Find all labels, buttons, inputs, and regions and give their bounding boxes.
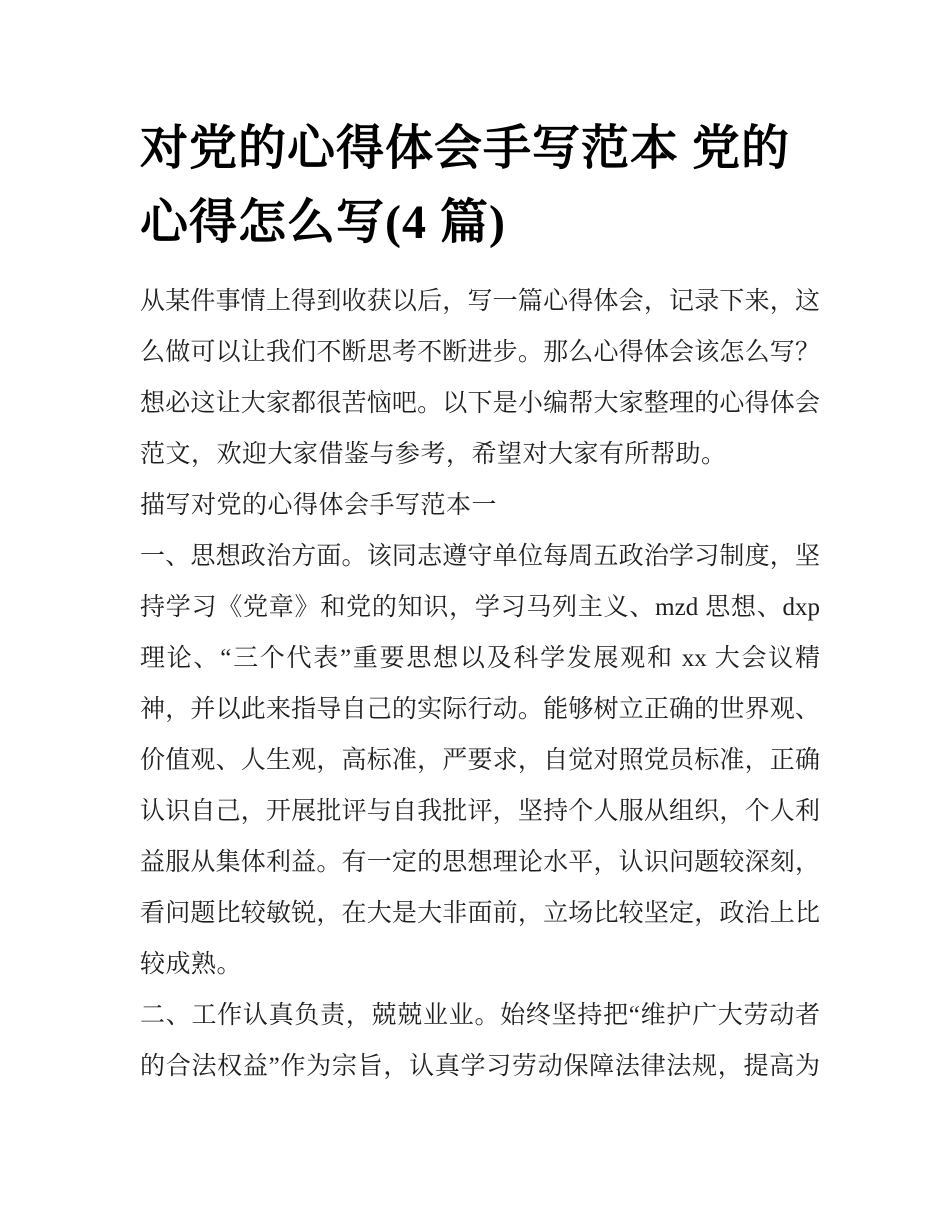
paragraph-line: 二、工作认真负责，兢兢业业。始终坚持把“维护广大劳动者	[140, 1002, 820, 1029]
title-line: 心得怎么写(4 篇)	[140, 196, 506, 249]
paragraph-line: 范文，欢迎大家借鉴与参考，希望对大家有所帮助。	[140, 441, 727, 468]
paragraph	[140, 276, 820, 480]
paragraph-line: 益服从集体利益。有一定的思想理论水平，认识问题较深刻，	[140, 849, 820, 876]
paragraph-line: 神，并以此来指导自己的实际行动。能够树立正确的世界观、	[140, 696, 820, 723]
paragraph-line: 价值观、人生观，高标准，严要求，自觉对照党员标准，正确	[140, 747, 820, 774]
paragraph	[140, 990, 820, 1092]
paragraph-line: 认识自己，开展批评与自我批评，坚持个人服从组织，个人利	[140, 798, 820, 825]
document-body	[140, 276, 820, 1092]
paragraph-line: 从某件事情上得到收获以后，写一篇心得体会，记录下来，这	[140, 288, 820, 315]
paragraph-line: 较成熟。	[140, 951, 243, 978]
paragraph	[140, 480, 820, 531]
document-title	[140, 112, 820, 260]
paragraph-line: 么做可以让我们不断思考不断进步。那么心得体会该怎么写？	[140, 339, 820, 366]
paragraph-line: 一、思想政治方面。该同志遵守单位每周五政治学习制度，坚	[140, 543, 820, 570]
paragraph-line: 的合法权益”作为宗旨，认真学习劳动保障法律法规，提高为	[140, 1053, 820, 1080]
paragraph-line: 描写对党的心得体会手写范本一	[140, 492, 498, 519]
paragraph	[140, 531, 820, 990]
paragraph-line: 看问题比较敏锐，在大是大非面前，立场比较坚定，政治上比	[140, 900, 820, 927]
paragraph-line: 理论、“三个代表”重要思想以及科学发展观和 xx 大会议精	[140, 645, 820, 672]
paragraph-line: 想必这让大家都很苦恼吧。以下是小编帮大家整理的心得体会	[140, 390, 820, 417]
title-line: 对党的心得体会手写范本 党的	[140, 122, 791, 175]
paragraph-line: 持学习《党章》和党的知识，学习马列主义、mzd 思想、dxp	[140, 594, 820, 621]
